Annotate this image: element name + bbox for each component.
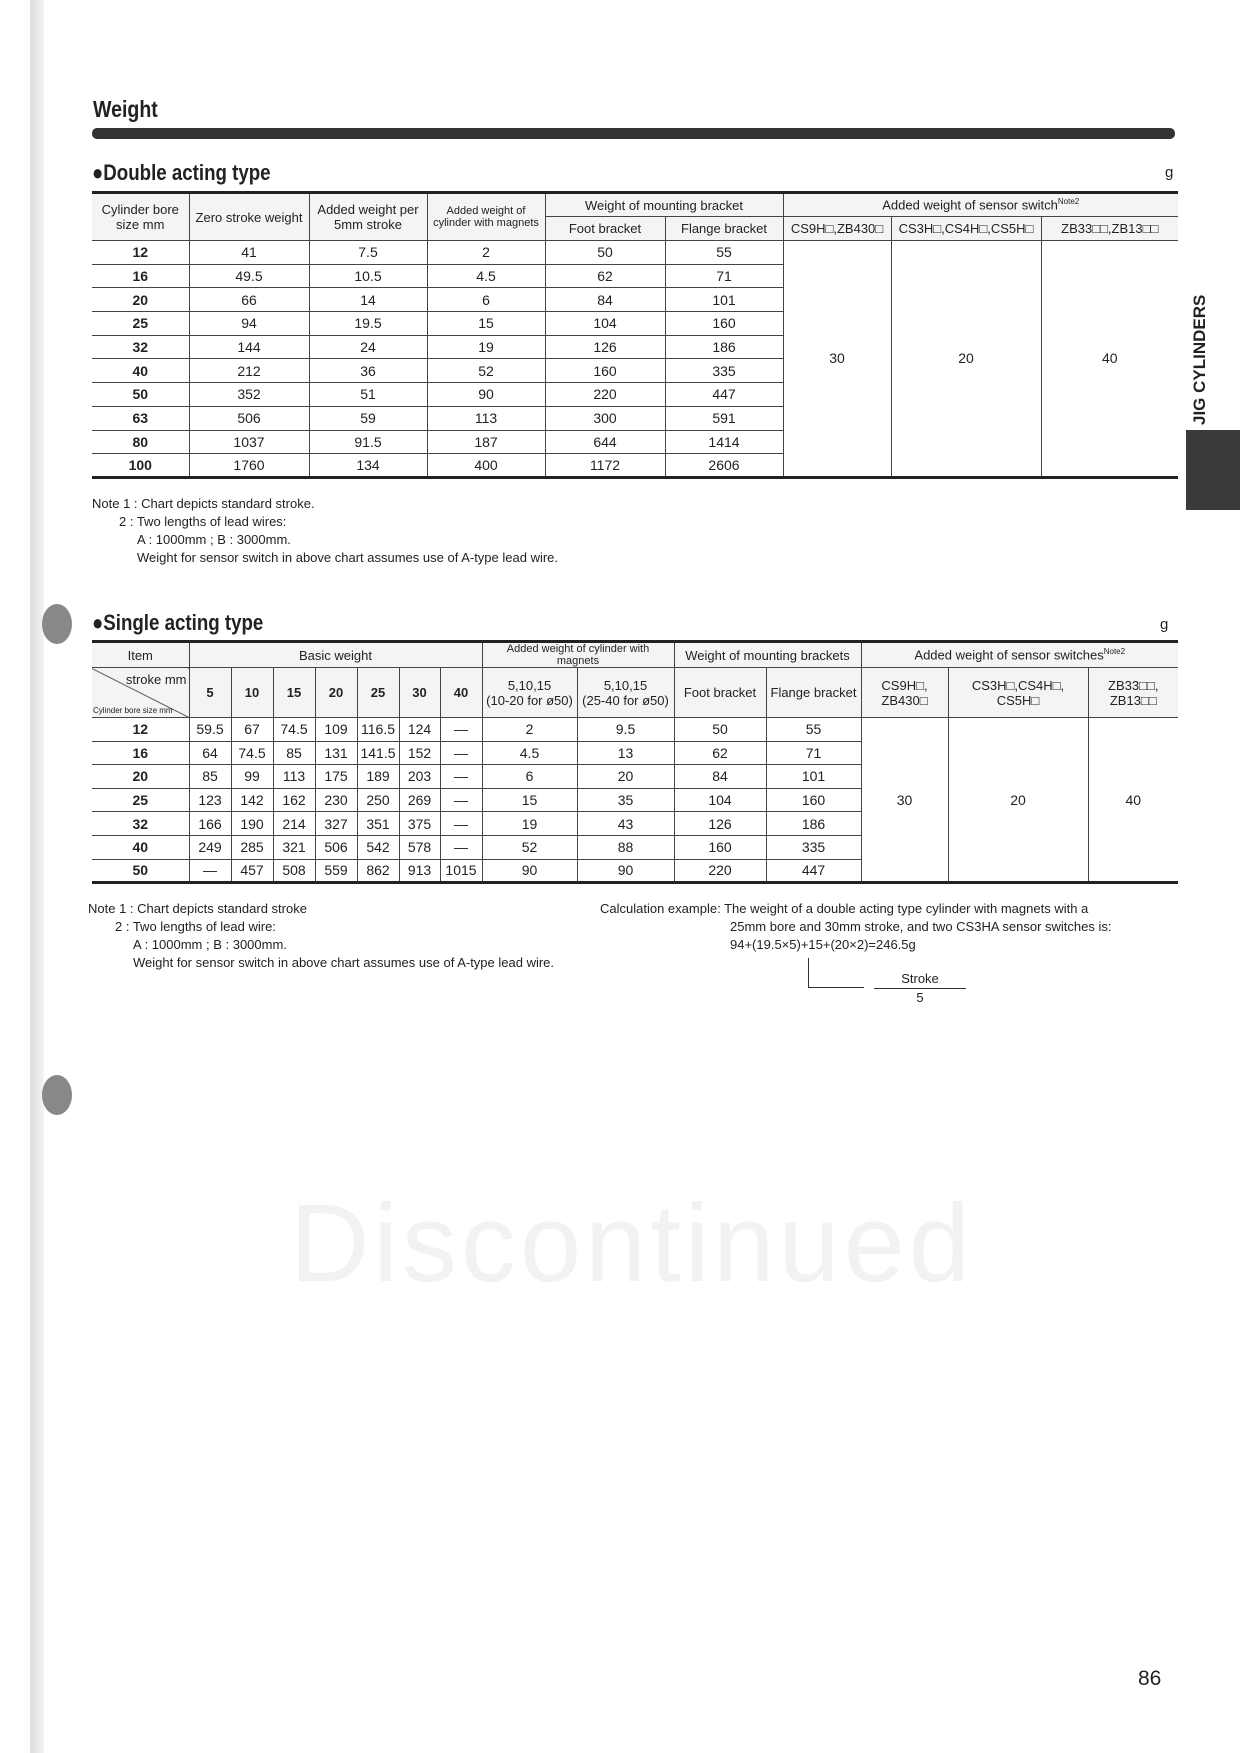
value-cell: 84 [674,765,766,789]
col-stroke: 15 [273,668,315,718]
value-cell: 1414 [665,430,783,454]
value-cell: 35 [577,788,674,812]
value-cell: 15 [427,312,545,336]
bore-cell: 32 [92,335,189,359]
col-stroke: 25 [357,668,399,718]
title-bar [92,128,1175,139]
value-cell: 2606 [665,454,783,478]
col-sensor: Added weight of sensor switch$^{Note2}$ [783,193,1178,217]
calculation-example [600,900,1200,954]
value-cell: 7.5 [309,241,427,265]
value-cell: 141.5 [357,741,399,765]
value-cell: — [440,718,482,742]
col-zero: Zero stroke weight [189,193,309,241]
value-cell: 55 [766,718,861,742]
value-cell: 352 [189,383,309,407]
note: 2 : Two lengths of lead wires: [119,514,287,529]
watermark: Discontinued [290,1182,974,1305]
value-cell: 189 [357,765,399,789]
value-cell: 559 [315,859,357,883]
value-cell: 4.5 [427,264,545,288]
value-cell: 4.5 [482,741,577,765]
calc-text: 25mm bore and 30mm stroke, and two CS3HA sensor switches is: [730,919,1112,934]
col-s3: ZB33□□,ZB13□□ [1041,217,1178,241]
bore-cell: 12 [92,241,189,265]
value-cell: 15 [482,788,577,812]
value-cell: 862 [357,859,399,883]
calc-formula: 94+(19.5×5)+15+(20×2)=246.5g [730,937,916,952]
value-cell: 269 [399,788,440,812]
value-cell: 109 [315,718,357,742]
value-cell: 1015 [440,859,482,883]
col-stroke: 40 [440,668,482,718]
col-s2: CS3H□,CS4H□,CS5H□ [891,217,1041,241]
col-s2: CS3H□,CS4H□, CS5H□ [948,668,1088,718]
sensor-weight-cell: 40 [1088,718,1178,883]
value-cell: 19 [427,335,545,359]
value-cell: 94 [189,312,309,336]
value-cell: 249 [189,835,231,859]
value-cell: 41 [189,241,309,265]
value-cell: 13 [577,741,674,765]
sensor-weight-cell: 20 [891,241,1041,478]
value-cell: 300 [545,406,665,430]
value-cell: 160 [674,835,766,859]
value-cell: 6 [482,765,577,789]
value-cell: 85 [189,765,231,789]
col-mag: Added weight of cylinder with magnets [427,193,545,241]
value-cell: 457 [231,859,273,883]
value-cell: 85 [273,741,315,765]
sensor-weight-cell: 30 [861,718,948,883]
value-cell: — [440,812,482,836]
value-cell: 542 [357,835,399,859]
value-cell: 220 [545,383,665,407]
value-cell: 71 [766,741,861,765]
value-cell: 160 [665,312,783,336]
binder-hole [42,604,72,644]
value-cell: 59 [309,406,427,430]
value-cell: 212 [189,359,309,383]
value-cell: 913 [399,859,440,883]
value-cell: — [440,835,482,859]
col-flange: Flange bracket [766,668,861,718]
value-cell: 101 [766,765,861,789]
value-cell: 55 [665,241,783,265]
value-cell: 14 [309,288,427,312]
value-cell: — [440,741,482,765]
value-cell: 49.5 [189,264,309,288]
value-cell: 335 [766,835,861,859]
value-cell: 91.5 [309,430,427,454]
value-cell: 160 [545,359,665,383]
note: A : 1000mm ; B : 3000mm. [137,532,291,547]
col-stroke: 5 [189,668,231,718]
value-cell: 591 [665,406,783,430]
bore-cell: 50 [92,383,189,407]
side-tab-label: JIG CYLINDERS [1190,294,1209,426]
value-cell: 144 [189,335,309,359]
bore-cell: 100 [92,454,189,478]
col-bore: Cylinder bore size mm [92,193,189,241]
value-cell: 124 [399,718,440,742]
value-cell: 90 [577,859,674,883]
value-cell: 74.5 [231,741,273,765]
value-cell: — [440,765,482,789]
bore-cell: 25 [92,788,189,812]
value-cell: 2 [427,241,545,265]
value-cell: 99 [231,765,273,789]
single-unit: g [1160,616,1169,633]
value-cell: 104 [674,788,766,812]
value-cell: 126 [545,335,665,359]
single-title: ●Single acting type [92,610,264,635]
note: Note 1 : Chart depicts standard stroke. [92,496,315,511]
col-mag2: 5,10,15 (25-40 for ø50) [577,668,674,718]
diag-header: stroke mm Cylinder bore size mm [92,668,189,718]
page-edge [30,0,44,1753]
value-cell: 62 [545,264,665,288]
sensor-weight-cell: 40 [1041,241,1178,478]
calc-label: Calculation example: [600,901,721,916]
value-cell: 175 [315,765,357,789]
value-cell: 142 [231,788,273,812]
value-cell: 220 [674,859,766,883]
value-cell: 285 [231,835,273,859]
value-cell: 52 [427,359,545,383]
note: Note 1 : Chart depicts standard stroke [88,901,307,916]
side-tab-block [1186,430,1240,510]
value-cell: 9.5 [577,718,674,742]
value-cell: 335 [665,359,783,383]
value-cell: 375 [399,812,440,836]
value-cell: 230 [315,788,357,812]
value-cell: 400 [427,454,545,478]
col-foot: Foot bracket [545,217,665,241]
value-cell: 506 [189,406,309,430]
bore-cell: 40 [92,359,189,383]
double-notes [92,495,558,567]
value-cell: 113 [273,765,315,789]
binder-hole [42,1075,72,1115]
value-cell: 50 [545,241,665,265]
value-cell: 52 [482,835,577,859]
single-notes [88,900,554,972]
value-cell: 71 [665,264,783,288]
bore-cell: 16 [92,264,189,288]
value-cell: 162 [273,788,315,812]
value-cell: 90 [427,383,545,407]
value-cell: 152 [399,741,440,765]
value-cell: 1037 [189,430,309,454]
side-tab [1186,296,1240,516]
col-stroke: 10 [231,668,273,718]
value-cell: 190 [231,812,273,836]
value-cell: 24 [309,335,427,359]
note: A : 1000mm ; B : 3000mm. [133,937,287,952]
value-cell: 50 [674,718,766,742]
bore-cell: 63 [92,406,189,430]
value-cell: 508 [273,859,315,883]
value-cell: 90 [482,859,577,883]
value-cell: 134 [309,454,427,478]
col-per5: Added weight per 5mm stroke [309,193,427,241]
value-cell: 62 [674,741,766,765]
value-cell: 19 [482,812,577,836]
value-cell: 578 [399,835,440,859]
sensor-weight-cell: 30 [783,241,891,478]
value-cell: 644 [545,430,665,454]
value-cell: — [440,788,482,812]
col-bracket: Weight of mounting bracket [545,193,783,217]
fraction-numerator: Stroke [874,970,966,989]
value-cell: 51 [309,383,427,407]
value-cell: 123 [189,788,231,812]
col-bracket: Weight of mounting brackets [674,642,861,668]
fraction-denominator: 5 [916,990,924,1005]
double-unit: g [1165,164,1174,181]
value-cell: 101 [665,288,783,312]
table-row [92,241,1178,265]
value-cell: 6 [427,288,545,312]
bore-cell: 80 [92,430,189,454]
value-cell: 186 [766,812,861,836]
value-cell: 327 [315,812,357,836]
value-cell: 43 [577,812,674,836]
bore-cell: 20 [92,288,189,312]
value-cell: 116.5 [357,718,399,742]
value-cell: 2 [482,718,577,742]
bore-cell: 50 [92,859,189,883]
value-cell: 186 [665,335,783,359]
table-row [92,718,1178,742]
value-cell: 74.5 [273,718,315,742]
value-cell: 126 [674,812,766,836]
value-cell: 351 [357,812,399,836]
col-basic: Basic weight [189,642,482,668]
col-foot: Foot bracket [674,668,766,718]
value-cell: 506 [315,835,357,859]
col-sensor: Added weight of sensor switches$^{Note2}$ [861,642,1178,668]
value-cell: 59.5 [189,718,231,742]
col-s3: ZB33□□, ZB13□□ [1088,668,1178,718]
page-title: Weight [93,96,158,122]
value-cell: 187 [427,430,545,454]
col-s1: CS9H□, ZB430□ [861,668,948,718]
value-cell: 447 [766,859,861,883]
note: Weight for sensor switch in above chart assumes use of A-type lead wire. [133,955,555,970]
sensor-weight-cell: 20 [948,718,1088,883]
value-cell: 160 [766,788,861,812]
value-cell: 10.5 [309,264,427,288]
col-stroke: 20 [315,668,357,718]
value-cell: 20 [577,765,674,789]
note: 2 : Two lengths of lead wire: [115,919,276,934]
value-cell: 64 [189,741,231,765]
double-title: ●Double acting type [92,160,271,185]
value-cell: 131 [315,741,357,765]
col-stroke: 30 [399,668,440,718]
col-item: Item [92,642,189,668]
note: Weight for sensor switch in above chart assumes use of A-type lead wire. [137,550,559,565]
value-cell: 104 [545,312,665,336]
bore-cell: 12 [92,718,189,742]
bore-cell: 40 [92,835,189,859]
value-cell: 66 [189,288,309,312]
bore-cell: 32 [92,812,189,836]
col-s1: CS9H□,ZB430□ [783,217,891,241]
stroke-fraction [874,970,966,1007]
value-cell: — [189,859,231,883]
value-cell: 166 [189,812,231,836]
bore-cell: 16 [92,741,189,765]
value-cell: 447 [665,383,783,407]
bore-cell: 20 [92,765,189,789]
value-cell: 67 [231,718,273,742]
col-mag1: 5,10,15 (10-20 for ø50) [482,668,577,718]
value-cell: 1172 [545,454,665,478]
single-acting-table [92,640,1178,884]
page-number: 86 [1138,1667,1162,1690]
double-acting-table [92,191,1178,479]
value-cell: 214 [273,812,315,836]
value-cell: 1760 [189,454,309,478]
value-cell: 84 [545,288,665,312]
stroke-arrow [808,958,864,988]
value-cell: 321 [273,835,315,859]
value-cell: 250 [357,788,399,812]
bore-cell: 25 [92,312,189,336]
value-cell: 36 [309,359,427,383]
value-cell: 88 [577,835,674,859]
value-cell: 203 [399,765,440,789]
calc-text: The weight of a double acting type cylinder with magnets with a [724,901,1089,916]
value-cell: 19.5 [309,312,427,336]
col-flange: Flange bracket [665,217,783,241]
col-mag: Added weight of cylinder with magnets [482,642,674,668]
value-cell: 113 [427,406,545,430]
